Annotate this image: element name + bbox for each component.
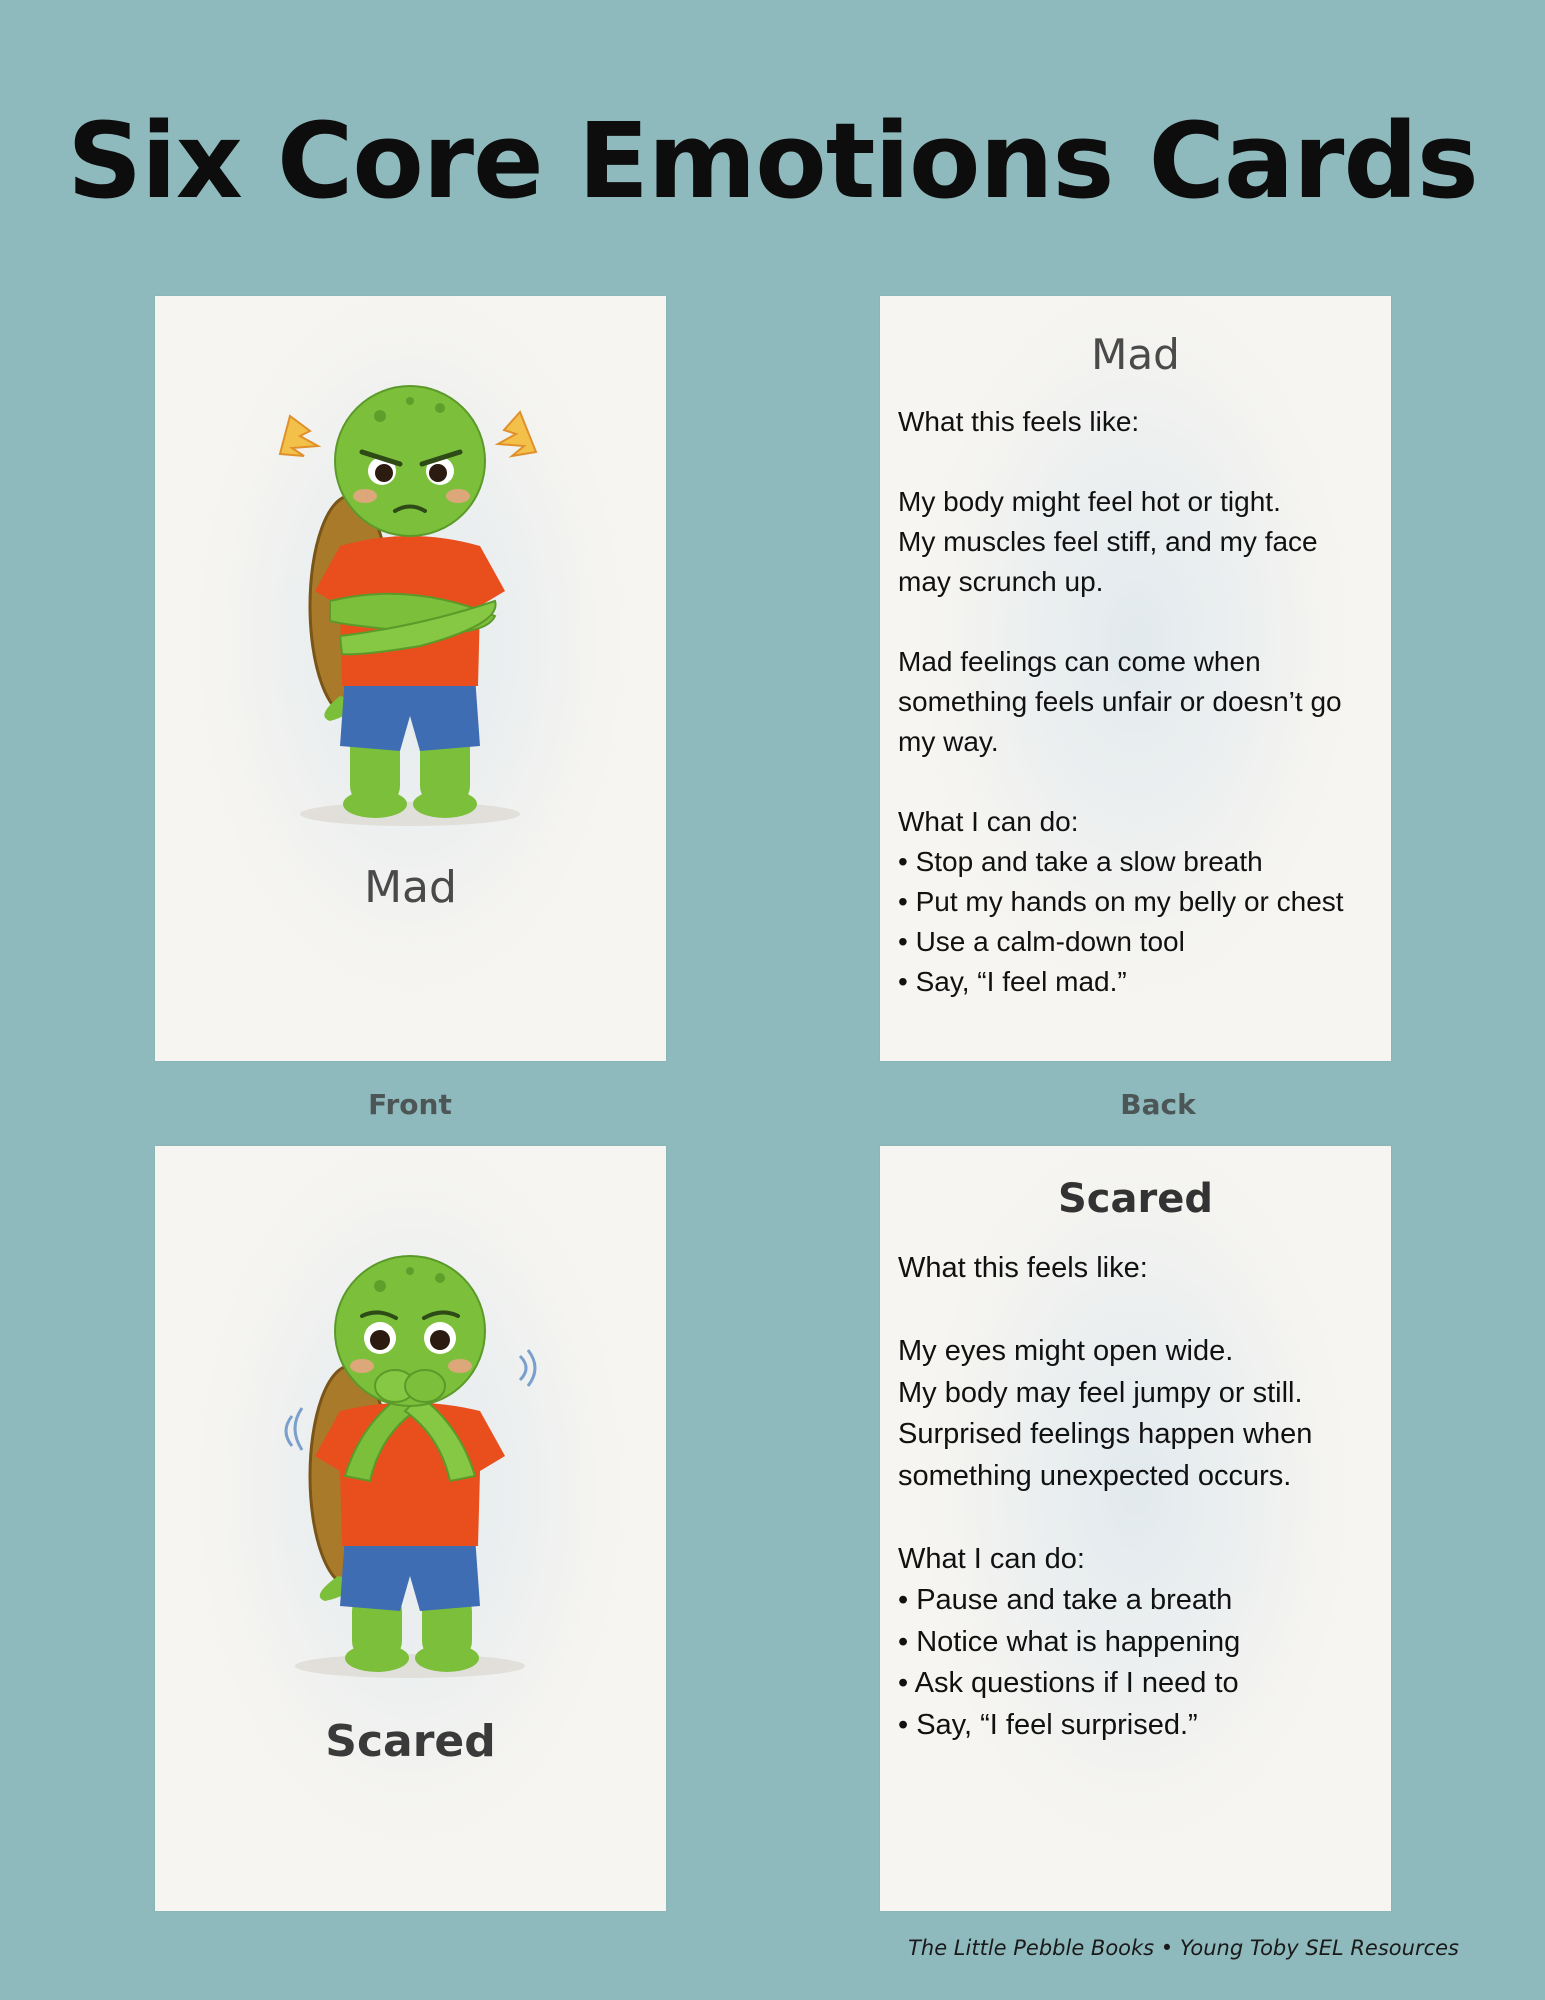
feels-line: Surprised feelings happen when something unexpected occurs. [898,1418,1313,1492]
do-item: • Say, “I feel mad.” [898,966,1127,997]
do-item: • Put my hands on my belly or chest [898,886,1344,917]
feels-line: My body may feel jumpy or still. [898,1376,1303,1409]
front-emotion-label: Scared [325,1716,496,1767]
back-description [898,402,1377,1002]
do-item: • Pause and take a breath [898,1584,1233,1616]
card-back-scared [880,1146,1391,1911]
card-back-mad [880,296,1391,1061]
footer-credit: The Little Pebble Books • Young Toby SEL Resources [908,1936,1459,1960]
front-label: Front [368,1088,452,1121]
back-description [898,1248,1377,1746]
feels-line: My eyes might open wide. [898,1335,1234,1367]
do-item: • Notice what is happening [898,1625,1241,1658]
scared-turtle-illustration [270,1246,550,1706]
back-emotion-title: Scared [1058,1176,1213,1222]
angry-turtle-illustration [270,376,550,836]
feels-heading: What this feels like: [898,1252,1148,1284]
page-title: Six Core Emotions Cards [67,100,1478,222]
feels-line: My muscles feel stiff, and my face may scrunch up. [898,526,1318,597]
feels-line: My body might feel hot or tight. [898,486,1281,517]
back-emotion-title: Mad [1091,330,1180,379]
card-front-scared [155,1146,666,1911]
feels-heading: What this feels like: [898,406,1140,437]
do-heading: What I can do: [898,806,1079,837]
do-item: • Say, “I feel surprised.” [898,1708,1198,1741]
front-emotion-label: Mad [364,862,457,913]
do-item: • Stop and take a slow breath [898,846,1263,877]
back-label: Back [1120,1088,1196,1121]
card-front-mad [155,296,666,1061]
cause-text: Mad feelings can come when something feels unfair or doesn’t go my way. [898,646,1342,757]
do-item: • Ask questions if I need to [898,1667,1239,1699]
do-heading: What I can do: [898,1542,1085,1575]
do-item: • Use a calm-down tool [898,926,1185,957]
